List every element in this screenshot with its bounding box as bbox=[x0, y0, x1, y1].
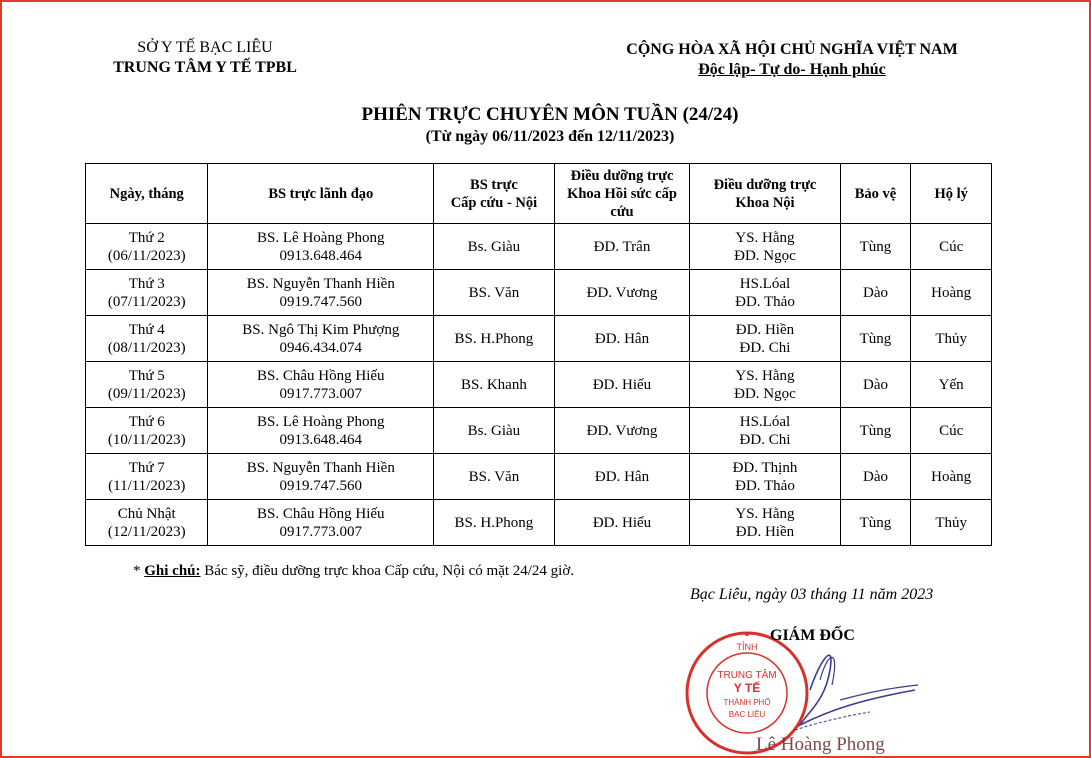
cell-date-date: (08/11/2023) bbox=[107, 339, 186, 356]
cell-nurse-nurse1: ĐD. Hiền bbox=[735, 321, 795, 338]
table-row bbox=[86, 316, 992, 362]
cell-date-day: Thứ 6 bbox=[128, 413, 165, 430]
cell-nurse bbox=[690, 454, 840, 500]
cell-icu bbox=[554, 270, 690, 316]
cell-leader-leader: BS. Nguyễn Thanh Hiền bbox=[246, 459, 395, 476]
cell-nurse bbox=[690, 500, 840, 546]
cell-leader-phone: 0919.747.560 bbox=[279, 477, 363, 494]
cell-icu bbox=[554, 224, 690, 270]
header-row bbox=[86, 164, 992, 224]
col-icu-header-line1: Điều dưỡng trực bbox=[570, 167, 674, 184]
cell-care bbox=[911, 500, 992, 546]
cell-care-care: Yến bbox=[938, 376, 964, 393]
col-er-header bbox=[434, 164, 555, 224]
cell-date-date: (10/11/2023) bbox=[107, 431, 186, 448]
cell-leader bbox=[208, 362, 434, 408]
cell-icu bbox=[554, 362, 690, 408]
cell-date-day: Thứ 7 bbox=[128, 459, 165, 476]
cell-leader-leader: BS. Nguyễn Thanh Hiền bbox=[246, 275, 395, 292]
col-nurse-header-line2: Khoa Nội bbox=[735, 194, 795, 211]
cell-date bbox=[86, 362, 208, 408]
cell-er bbox=[434, 270, 555, 316]
cell-er-er: BS. H.Phong bbox=[454, 330, 534, 347]
ministry-name: SỞ Y TẾ BẠC LIÊU bbox=[137, 39, 273, 56]
note-label: Ghi chú: bbox=[144, 563, 201, 579]
cell-leader-leader: BS. Châu Hồng Hiếu bbox=[257, 505, 385, 522]
cell-nurse bbox=[690, 362, 840, 408]
cell-guard-guard: Tùng bbox=[859, 422, 892, 439]
cell-er-er: BS. Văn bbox=[468, 284, 520, 301]
cell-leader bbox=[208, 316, 434, 362]
cell-guard bbox=[840, 270, 911, 316]
stamp-line1: TRUNG TÂM bbox=[717, 670, 777, 681]
stamp-line4: BẠC LIÊU bbox=[728, 710, 766, 719]
cell-guard bbox=[840, 408, 911, 454]
cell-care bbox=[911, 408, 992, 454]
cell-date-date: (09/11/2023) bbox=[107, 385, 186, 402]
cell-leader-phone: 0919.747.560 bbox=[279, 293, 363, 310]
stamp-line3: THÀNH PHỐ bbox=[723, 698, 771, 707]
cell-date-date: (12/11/2023) bbox=[107, 523, 186, 540]
cell-er bbox=[434, 362, 555, 408]
cell-er bbox=[434, 500, 555, 546]
cell-er-er: Bs. Giàu bbox=[467, 238, 521, 255]
handwritten-signature bbox=[740, 630, 920, 740]
cell-date-date: (06/11/2023) bbox=[107, 247, 186, 264]
cell-date-day: Thứ 5 bbox=[128, 367, 165, 384]
cell-date-date: (11/11/2023) bbox=[108, 477, 186, 494]
cell-icu bbox=[554, 500, 690, 546]
cell-nurse bbox=[690, 408, 840, 454]
cell-icu-icu: ĐD. Hân bbox=[594, 468, 650, 485]
cell-icu-icu: ĐD. Trân bbox=[593, 238, 651, 255]
cell-er-er: BS. H.Phong bbox=[454, 514, 534, 531]
cell-er bbox=[434, 316, 555, 362]
cell-icu bbox=[554, 316, 690, 362]
cell-care-care: Cúc bbox=[939, 238, 964, 255]
cell-care-care: Cúc bbox=[939, 422, 964, 439]
table-row bbox=[86, 408, 992, 454]
cell-guard-guard: Tùng bbox=[859, 238, 892, 255]
schedule-table bbox=[85, 163, 992, 546]
cell-care bbox=[911, 270, 992, 316]
cell-icu-icu: ĐD. Hiếu bbox=[592, 514, 652, 531]
signer-name: Lê Hoàng Phong bbox=[756, 734, 885, 755]
cell-date bbox=[86, 224, 208, 270]
cell-nurse-nurse2: ĐD. Thảo bbox=[735, 293, 795, 310]
cell-leader-phone: 0917.773.007 bbox=[279, 385, 363, 402]
place-date: Bạc Liêu, ngày 03 tháng 11 năm 2023 bbox=[690, 586, 934, 603]
cell-guard-guard: Tùng bbox=[859, 330, 892, 347]
cell-leader-phone: 0913.648.464 bbox=[279, 431, 363, 448]
cell-nurse-nurse1: HS.Lóal bbox=[739, 413, 791, 430]
cell-nurse-nurse1: YS. Hằng bbox=[735, 367, 795, 384]
cell-icu bbox=[554, 454, 690, 500]
table-row bbox=[86, 270, 992, 316]
cell-care-care: Hoàng bbox=[931, 468, 972, 485]
cell-leader-phone: 0917.773.007 bbox=[279, 523, 363, 540]
cell-nurse bbox=[690, 270, 840, 316]
cell-care bbox=[911, 316, 992, 362]
cell-nurse-nurse1: ĐD. Thịnh bbox=[732, 459, 798, 476]
cell-leader-leader: BS. Lê Hoàng Phong bbox=[257, 229, 385, 246]
col-icu-header bbox=[554, 164, 690, 224]
cell-guard-guard: Tùng bbox=[859, 514, 892, 531]
cell-date bbox=[86, 270, 208, 316]
cell-date-day: Thứ 3 bbox=[128, 275, 165, 292]
cell-er-er: Bs. Giàu bbox=[467, 422, 521, 439]
cell-care-care: Hoàng bbox=[931, 284, 972, 301]
cell-date-date: (07/11/2023) bbox=[107, 293, 186, 310]
cell-guard-guard: Dào bbox=[862, 376, 888, 393]
stamp-top-text: TỈNH bbox=[736, 642, 758, 652]
col-guard-header: Bảo vệ bbox=[840, 164, 911, 224]
cell-leader bbox=[208, 454, 434, 500]
cell-icu bbox=[554, 408, 690, 454]
cell-leader bbox=[208, 270, 434, 316]
cell-guard bbox=[840, 362, 911, 408]
stamp-line2: Y TẾ bbox=[733, 681, 761, 695]
cell-leader-phone: 0913.648.464 bbox=[279, 247, 363, 264]
right-header bbox=[582, 40, 1002, 80]
table-row bbox=[86, 362, 992, 408]
country-name: CỘNG HÒA XÃ HỘI CHỦ NGHĨA VIỆT NAM bbox=[626, 41, 958, 58]
col-date-header: Ngày, tháng bbox=[86, 164, 208, 224]
cell-leader bbox=[208, 408, 434, 454]
cell-guard-guard: Dào bbox=[862, 468, 888, 485]
page-title: PHIÊN TRỰC CHUYÊN MÔN TUẦN (24/24) bbox=[361, 104, 739, 125]
col-icu-header-line3: cứu bbox=[610, 203, 634, 220]
cell-er bbox=[434, 454, 555, 500]
table-row bbox=[86, 224, 992, 270]
cell-guard-guard: Dào bbox=[862, 284, 888, 301]
cell-guard bbox=[840, 224, 911, 270]
cell-icu-icu: ĐD. Vương bbox=[586, 422, 658, 439]
cell-icu-icu: ĐD. Hiếu bbox=[592, 376, 652, 393]
cell-nurse-nurse2: ĐD. Chi bbox=[739, 339, 791, 356]
cell-date bbox=[86, 454, 208, 500]
cell-nurse-nurse2: ĐD. Hiền bbox=[735, 523, 795, 540]
cell-date bbox=[86, 316, 208, 362]
cell-nurse-nurse1: YS. Hằng bbox=[735, 505, 795, 522]
cell-icu-icu: ĐD. Vương bbox=[586, 284, 658, 301]
cell-er-er: BS. Văn bbox=[468, 468, 520, 485]
cell-leader bbox=[208, 224, 434, 270]
col-leader-header: BS trực lãnh đạo bbox=[208, 164, 434, 224]
col-icu-header-line2: Khoa Hồi sức cấp bbox=[567, 185, 677, 202]
cell-date-day: Thứ 2 bbox=[128, 229, 165, 246]
cell-care-care: Thủy bbox=[935, 514, 967, 531]
col-nurse-header-line1: Điều dưỡng trực bbox=[713, 176, 817, 193]
col-er-header-line1: BS trực bbox=[470, 176, 518, 193]
cell-leader-leader: BS. Ngô Thị Kim Phượng bbox=[242, 321, 400, 338]
cell-care bbox=[911, 454, 992, 500]
cell-guard bbox=[840, 500, 911, 546]
col-care-header: Hộ lý bbox=[911, 164, 992, 224]
cell-leader-leader: BS. Châu Hồng Hiếu bbox=[257, 367, 385, 384]
cell-er bbox=[434, 408, 555, 454]
col-nurse-header bbox=[690, 164, 840, 224]
director-title: GIÁM ĐỐC bbox=[770, 627, 855, 644]
left-header bbox=[75, 38, 335, 78]
cell-leader-phone: 0946.434.074 bbox=[279, 339, 363, 356]
cell-icu-icu: ĐD. Hân bbox=[594, 330, 650, 347]
motto: Độc lập- Tự do- Hạnh phúc bbox=[698, 61, 886, 78]
cell-leader bbox=[208, 500, 434, 546]
cell-nurse bbox=[690, 316, 840, 362]
col-er-header-line2: Cấp cứu - Nội bbox=[450, 194, 538, 211]
note-prefix: * bbox=[133, 563, 145, 579]
cell-nurse-nurse1: YS. Hằng bbox=[735, 229, 795, 246]
note-text: Bác sỹ, điều dưỡng trực khoa Cấp cứu, Nội có mặt 24/24 giờ. bbox=[200, 563, 575, 579]
cell-nurse-nurse2: ĐD. Thảo bbox=[735, 477, 795, 494]
cell-date-day: Chủ Nhật bbox=[117, 505, 176, 522]
cell-guard bbox=[840, 454, 911, 500]
cell-er-er: BS. Khanh bbox=[461, 376, 527, 393]
cell-er bbox=[434, 224, 555, 270]
cell-leader-leader: BS. Lê Hoàng Phong bbox=[257, 413, 385, 430]
cell-care-care: Thủy bbox=[935, 330, 967, 347]
note bbox=[133, 563, 574, 580]
cell-guard bbox=[840, 316, 911, 362]
cell-nurse-nurse1: HS.Lóal bbox=[739, 275, 791, 292]
cell-nurse bbox=[690, 224, 840, 270]
table-row bbox=[86, 454, 992, 500]
cell-nurse-nurse2: ĐD. Ngọc bbox=[734, 385, 796, 402]
cell-date bbox=[86, 500, 208, 546]
cell-care bbox=[911, 224, 992, 270]
cell-nurse-nurse2: ĐD. Ngọc bbox=[734, 247, 796, 264]
cell-date-day: Thứ 4 bbox=[128, 321, 165, 338]
table-row bbox=[86, 500, 992, 546]
cell-date bbox=[86, 408, 208, 454]
cell-nurse-nurse2: ĐD. Chi bbox=[739, 431, 791, 448]
center-name: TRUNG TÂM Y TẾ TPBL bbox=[113, 59, 297, 76]
page-subtitle: (Từ ngày 06/11/2023 đến 12/11/2023) bbox=[425, 128, 675, 145]
cell-care bbox=[911, 362, 992, 408]
